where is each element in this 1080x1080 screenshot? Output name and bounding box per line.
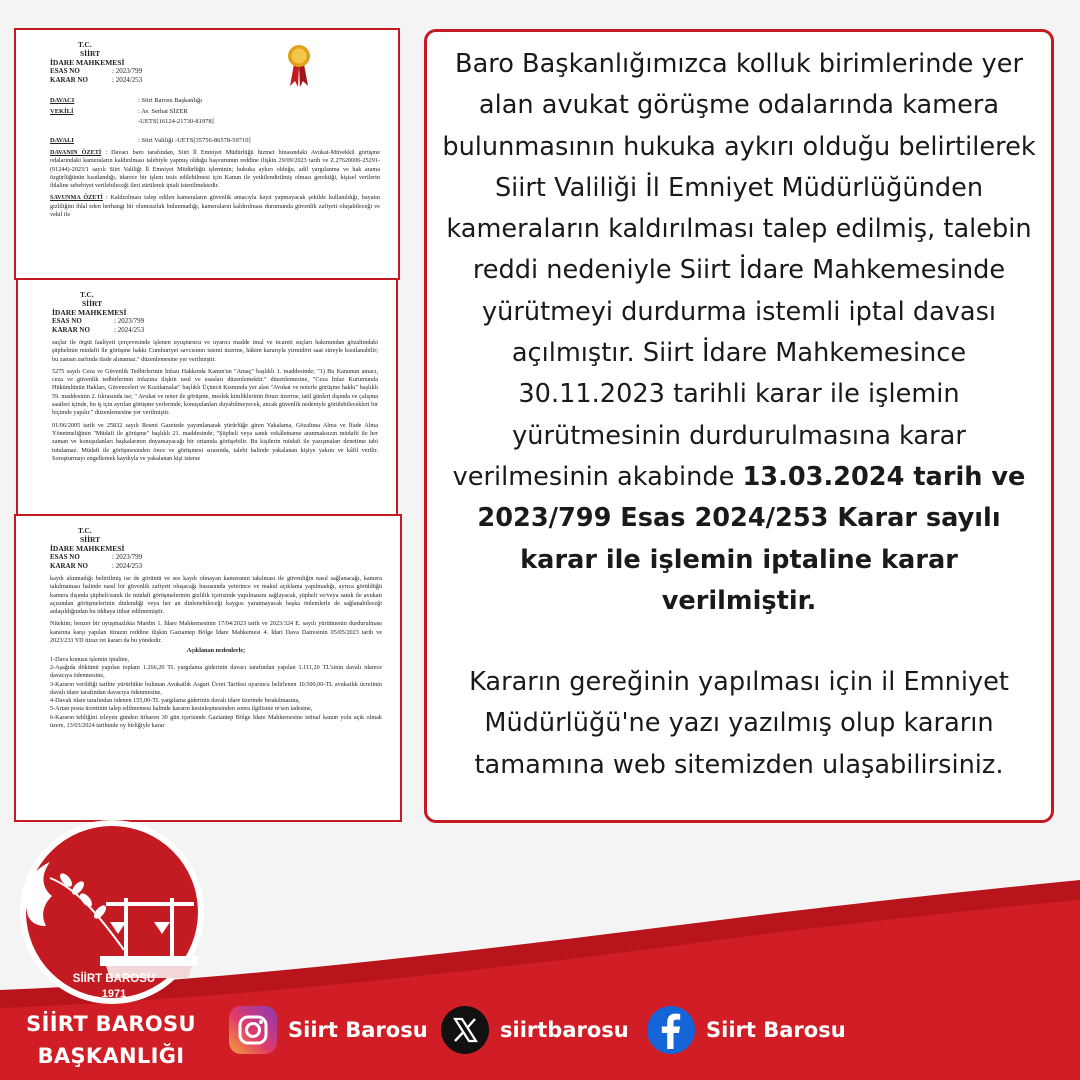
facebook-icon (646, 1005, 696, 1055)
footer-title-line-1: SİİRT BAROSU (26, 1012, 196, 1036)
announcement-intro: Baro Başkanlığımızca kolluk birimlerinde yer alan avukat görüşme odalarında kamera bulunmasının hukuka aykırı olduğu belirtilerek Siirt Valiliği İl Emniyet Müdürlüğünden kameraların kaldırılması talep edilmiş, talebin reddi nedeniyle Siirt İdare Mahkemesinde yürütmeyi durdurma istemli iptal davası açılmıştır. Siirt İdare Mahkemesince 30.11.2023 tarihli karar ile işlemin yürütmesinin durdurulmasına karar verilmesinin akabinde (442, 49, 1036, 492)
doc-karar-row: KARAR NO : 2024/253 (52, 326, 145, 334)
page2-paragraph-3: 01/06/2005 tarih ve 25832 sayılı Resmi Gazetede yayımlanarak yürürlüğe giren Yakalama, Gözaltına Alma ve İfade Alma Yönetmeliğinin "Müdafi ile görüşme" başlıklı 21. maddesinde; "Şüpheli veya sanık vekâletname aranmaksızın müdafii ile her zaman ve konuşulanları başkalarının duyamayacağı bir ortamda görüşebilir. Bu kişilerin müdafi ile yazışmaları denetime tabi tutulamaz. Müdafi ile görüşmesinden önce ve görüşmesi sırasında, talebi halinde yakalanan kişiye yakını ve kâfil verilir. Soruşturmayı engellemek kaydıyla ve yakalanan kişi isterse (52, 421, 378, 462)
logo-name: SİİRT BAROSU (72, 973, 156, 985)
party-davali: DAVALI : Siirt Valiliği -UETS[35756-86578-59710] (50, 136, 251, 144)
x-icon (440, 1005, 490, 1055)
doc-esas-row: ESAS NO : 2023/799 (52, 317, 145, 325)
doc-court: İDARE MAHKEMESİ (50, 544, 125, 553)
announcement-text (441, 44, 1037, 786)
document-page-1 (14, 28, 400, 280)
doc-esas-row: ESAS NO : 2023/799 (50, 67, 143, 75)
social-facebook-link[interactable] (646, 1004, 846, 1056)
page3-paragraph-1: kaydı alınmadığı belirtilmiş ise de görüntü ve ses kaydı olmayan kameranın takılması ile güvenliğin nasıl sağlanacağı, kamera takılmaması halinde nasıl bir güvenlik zafiyeti oluşacağı hususunda yeterince ve makul açıklama yapılmadığı, ayrıca görüldüğü kamera dışında şüpheli/sanık ile müdafi görüşmelerinin gizlilik içerisinde yapılmasını sağlayacak, şüpheli ve/veya sanık ile avukatı açısından görüşmelerinin dinlendiği veya her an dinlenebileceği kaygısı yaratmayacak başka önlemlerle de sağlanabileceği anlaşıldığından bu iddiaya itibar edilmemiştir. (50, 575, 382, 616)
doc-city: SİİRT (82, 299, 103, 308)
instagram-label: Siirt Barosu (288, 1018, 428, 1042)
savunma-ozeti: SAVUNMA ÖZETİ : Kaldırılması talep edilen kameraların güvenlik amacıyla kayıt yapmayacak şekilde kullanıldığı, hayatın gizliliğini ihlal eden herhangi bir olumsuzluk bulunmadığı, kameraların kaldırılması durumunda güvenlik zafiyeti oluşabileceği ve vekil ile (50, 194, 380, 219)
announcement-highlight: 13.03.2024 tarih ve 2023/799 Esas 2024/253 Karar sayılı karar ile işlemin iptaline karar verilmiştir. (477, 461, 1026, 616)
reason-2: 2-Aşağıda dökümü yapılan toplam 1.266,20 TL yargılama giderinin davacı tarafından yapılan 1.111,20 TL'sinin davalı idarece davacıya ödenmesine, (50, 663, 382, 680)
doc-tc: T.C. (78, 40, 92, 49)
party-uets: -UETS[16124-21730-81978] (138, 118, 214, 125)
siirt-barosu-logo (6, 818, 218, 1006)
party-vekili: VEKİLİ : Av. Serhat SİZER (50, 107, 188, 115)
page3-paragraph-2: Nitekim; benzer bir uyuşmazlıkta Mardin 1. İdare Mahkemesinin 17/04/2023 tarih ve 2023/324 E. sayılı yürütmenin durdurulması kararına karşı yapılan itirazın reddine ilişkin Gaziantep Bölge İdare Mahkemesi 4. İdari Dava Dairesinin 05/05/2023 tarih ve 2023/233 YD itiraz ret kararı da bu yöndedir. (50, 620, 382, 645)
facebook-label: Siirt Barosu (706, 1018, 846, 1042)
party-davaci: DAVACI : Siirt Barosu Başkanlığı (50, 97, 203, 104)
doc-karar-row: KARAR NO : 2024/253 (50, 76, 143, 84)
document-page-3 (14, 514, 402, 822)
doc-tc: T.C. (78, 526, 92, 535)
document-page-2 (16, 278, 398, 516)
instagram-icon (228, 1005, 278, 1055)
social-instagram-link[interactable] (228, 1004, 428, 1056)
reason-3: 3-Kararın verildiği tarihte yürürlükte bulunan Avukatlık Asgari Ücret Tarifesi uyarınca belirlenen 10.500,00-TL avukatlık ücretinin davalı idare tarafından davacıya ödenmesine, (50, 680, 382, 696)
announcement-footer: Kararın gereğinin yapılması için il Emniyet Müdürlüğü'ne yazı yazılmış olup kararın tamamına web sitemizden ulaşabilirsiniz. (469, 667, 1009, 780)
footer-title-line-2: BAŞKANLIĞI (37, 1044, 185, 1068)
doc-karar-row: KARAR NO : 2024/253 (50, 562, 143, 570)
social-x-link[interactable] (440, 1004, 629, 1056)
reason-1: 1-Dava konusu işlemin iptaline, (50, 655, 130, 663)
reasons-title: Açıklanan nedenlerle; (186, 647, 246, 655)
page2-paragraph-2: 5275 sayılı Ceza ve Güvenlik Tedbirlerinin İnfazı Hakkında Kanun'un "Amaç" başlıklı 1. maddesinde; "1) Bu Kanunun amacı, ceza ve güvenlik tedbirlerinin infazına ilişkin usul ve esasları düzenlemektir." düzenlemesine, "Ceza İnfaz Kurumunda Hükümlünün Hakları, Güvenceleri ve Kısıtlamalar" başlıklı Üçüncü Kısmında yer alan "Avukat ve noterle görüşme hakkı" başlıklı 59. maddesinin 2. fıkrasında ise; " Avukat ve noter ile görüşme, meslek kimliklerinin ibrazı üzerine, tatil günleri dışında ve çalışma saatleri içinde, bu iş için ayrılan görüşme yerlerinde, konuşulanları duyabilmeyecek, ancak güvenlik nedeniyle görülebilecekleri bir biçimde yapılır." düzenlemesine yer verilmiştir. (52, 367, 378, 417)
reason-5: 5-Artan posta ücretinin talep edilmemesi halinde kararın kesinleşmesinden sonra ilgilisine re'sen iadesine, (50, 705, 313, 713)
davanin-ozeti: DAVANIN ÖZETİ : Davacı baro tarafından, Siirt İl Emniyet Müdürlüğü hizmet binasındaki Avukat-Müvekkil görüşme odalarındaki kameraların kaldırılması talebiyle yapmış olduğu başvurunun reddine ilişkin 29/09/2023 tarih ve Z.27620006-25291-(91244)-2023/1 sayılı Siirt Valiliği İl Emniyet Müdürlüğü işleminin; hukuka aykırı olduğu, adil yargılanma ve hak arama özgürlüğünün kısıtlandığı, idarece bir işlem tesis edilebilmesi için Kanun ile yetkilendirilmiş olması gerektiği, kişisel verilerin ihlaline sebebiyet verilebileceği ileri sürülerek iptali istenilmektedir. (50, 149, 380, 190)
reason-4: 4-Davalı idare tarafından ödenen 155,00-TL yargılama giderinin davalı idare üzerinde bırakılmasına, (50, 697, 300, 705)
announcement-panel (424, 29, 1054, 823)
page2-paragraph-1: suçlar ile örgüt faaliyeti çerçevesinde işlenen uyuşturucu ve uyarıcı madde imal ve ticareti suçları bakımından gözaltındaki şüphelinin müdafii ile görüşme hakkı Cumhuriyet savcısının istemi üzerine, hâkim kararıyla yirmidört saat süreyle kısıtlanabilir; bu zaman zarfında ifade alınamaz." düzenlemesine yer verilmiştir. (52, 339, 378, 363)
doc-court: İDARE MAHKEMESİ (50, 58, 125, 67)
doc-court: İDARE MAHKEMESİ (52, 308, 127, 317)
doc-esas-row: ESAS NO : 2023/799 (50, 553, 143, 561)
doc-city: SİİRT (80, 49, 101, 58)
reason-6: 6-Kararın tebliğini izleyen günden itibaren 30 gün içerisinde Gaziantep Bölge İdare Mahkemesine istinaf kanun yolu açık olmak üzere, 13/03/2024 tarihinde oy birliğiyle karar (50, 713, 382, 730)
logo-year: 1971 (101, 988, 127, 1000)
doc-tc: T.C. (80, 290, 94, 299)
footer-title (0, 1008, 222, 1072)
doc-city: SİİRT (80, 535, 101, 544)
x-label: siirtbarosu (500, 1018, 629, 1042)
